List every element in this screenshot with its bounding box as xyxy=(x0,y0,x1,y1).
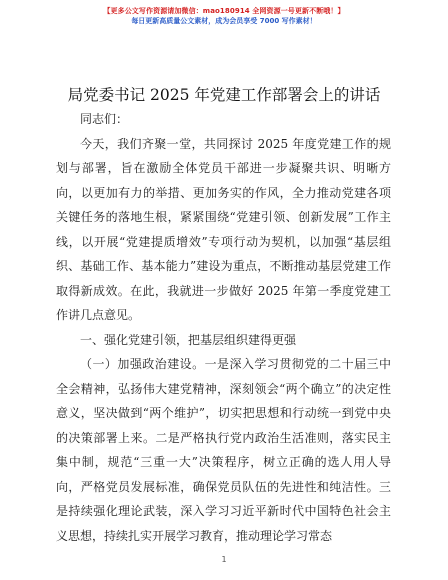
document-title: 局党委书记 2025 年党建工作部署会上的讲话 xyxy=(67,86,381,104)
document-body xyxy=(56,107,391,548)
page-number: 1 xyxy=(221,555,227,564)
salutation: 同志们： xyxy=(80,112,129,126)
paragraph-intro: 今天，我们齐聚一堂，共同探讨 2025 年度党建工作的规划与部署，旨在激励全体党员干部进一步凝聚共识、明晰方向，以更加有力的举措、更加务实的作风，全力推动党建各项关键任务的落地生根，紧紧围绕“党建引领、创新发展”工作主线，以开展“党建提质增效”专项行动为契机，以加强“基层组织、基础工作、基本能力”建设为重点，不断推动基层党建工作取得新成效。在此，我就进一步做好 2025 年第一季度党建工作讲几点意见。 xyxy=(56,136,391,322)
promo-notice xyxy=(0,6,448,26)
section-heading-1: 一、强化党建引领，把基层组织建得更强 xyxy=(80,332,297,347)
promo-line-2: 每日更新高质量公文素材，成为会员享受 7000 写作素材！ xyxy=(131,17,317,25)
promo-line-1: 【更多公文写作资源请加微信：mao180914 全网资源一号更新不断哦！】 xyxy=(103,7,345,15)
paragraph-political-building: （一）加强政治建设。一是深入学习贯彻党的二十届三中全会精神，弘扬伟大建党精神，深刻领会“两个确立”的决定性意义，坚决做到“两个维护”，切实把思想和行动统一到党中央的决策部署上来。二是严格执行党内政治生活准则，落实民主集中制，规范“三重一大”决策程序，树立正确的选人用人导向，严格党员发展标准，确保党员队伍的先进性和纯洁性。三是持续强化理论武装，深入学习习近平新时代中国特色社会主义思想，持续扎实开展学习教育，推动理论学习常态 xyxy=(56,357,391,543)
